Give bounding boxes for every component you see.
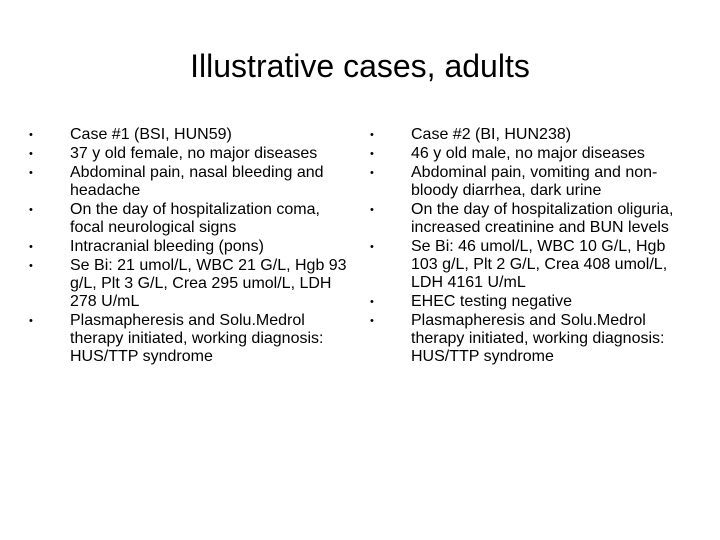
bullet-icon: • [370,148,374,160]
case-2-header: Case #2 (BI, HUN238) [411,126,572,143]
case-2-item [366,312,696,366]
case-1-item [25,312,355,366]
case-2-labs: Se Bi: 46 umol/L, WBC 10 G/L, Hgb 103 g/L, Plt 2 G/L, Crea 408 umol/L, LDH 4161 U/mL [411,238,668,291]
bullet-icon: • [29,129,33,141]
case-1-demographics: 37 y old female, no major diseases [70,145,318,162]
bullet-icon: • [29,148,33,160]
case-1-item [25,145,355,163]
case-1-item [25,164,355,200]
case-1-bleeding: Intracranial bleeding (pons) [70,238,264,255]
case-2-therapy: Plasmapheresis and Solu.Medrol therapy initiated, working diagnosis: HUS/TTP syndrome [411,312,665,365]
case-2-item [366,164,696,200]
case-2-item [366,126,696,144]
case-1-header: Case #1 (BSI, HUN59) [70,126,232,143]
bullet-icon: • [29,204,33,216]
case-1-symptoms: Abdominal pain, nasal bleeding and headache [70,164,324,199]
case-2-item [366,238,696,292]
case-2-list [366,126,696,367]
case-1-item [25,238,355,256]
case-2-item [366,145,696,163]
case-2-item [366,293,696,311]
case-1-item [25,126,355,144]
case-1-labs: Se Bi: 21 umol/L, WBC 21 G/L, Hgb 93 g/L, Plt 3 G/L, Crea 295 umol/L, LDH 278 U/mL [70,257,347,310]
slide-title: Illustrative cases, adults [190,48,530,84]
case-2-demographics: 46 y old male, no major diseases [411,145,645,162]
bullet-icon: • [370,315,374,327]
case-1-item [25,201,355,237]
bullet-icon: • [29,167,33,179]
case-1-list [25,126,355,367]
bullet-icon: • [29,315,33,327]
case-2-hospitalization: On the day of hospitalization oliguria, increased creatinine and BUN levels [411,201,674,236]
case-1-hospitalization: On the day of hospitalization coma, focal neurological signs [70,201,320,236]
bullet-icon: • [370,241,374,253]
case-1-item [25,257,355,311]
bullet-icon: • [370,129,374,141]
case-2-item [366,201,696,237]
bullet-icon: • [29,241,33,253]
bullet-icon: • [370,296,374,308]
case-2-symptoms: Abdominal pain, vomiting and non-bloody diarrhea, dark urine [411,164,658,199]
case-2-ehec: EHEC testing negative [411,293,572,310]
bullet-icon: • [370,167,374,179]
bullet-icon: • [29,260,33,272]
bullet-icon: • [370,204,374,216]
case-1-therapy: Plasmapheresis and Solu.Medrol therapy initiated, working diagnosis: HUS/TTP syndrome [70,312,324,365]
